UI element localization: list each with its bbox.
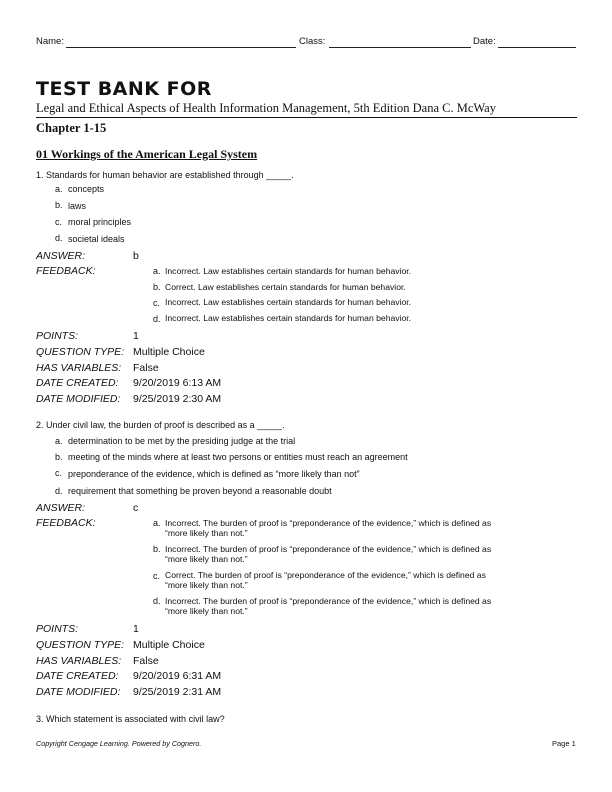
question-type-label: QUESTION TYPE: <box>36 639 125 651</box>
question-3-text: 3. Which statement is associated with civil law? <box>36 714 225 724</box>
option-letter: b. <box>55 452 63 462</box>
feedback-text-continued: “more likely than not.” <box>165 580 248 590</box>
option-text: preponderance of the evidence, which is defined as “more likely than not” <box>68 469 360 479</box>
date-modified-label: DATE MODIFIED: <box>36 393 121 405</box>
date-modified-value: 9/25/2019 2:30 AM <box>133 393 222 405</box>
date-field-line[interactable] <box>498 47 576 48</box>
date-modified-value: 9/25/2019 2:31 AM <box>133 686 222 698</box>
option-letter: d. <box>55 233 63 243</box>
points-label: POINTS: <box>36 623 79 635</box>
title-divider <box>36 117 577 118</box>
feedback-text: Correct. Law establishes certain standards for human behavior. <box>165 282 406 292</box>
feedback-text: Incorrect. The burden of proof is “preponderance of the evidence,” which is defined as <box>165 518 492 528</box>
footer-page-number: Page 1 <box>552 739 576 748</box>
has-variables-value: False <box>133 655 159 667</box>
points-value: 1 <box>133 330 139 342</box>
option-letter: c. <box>55 468 63 478</box>
points-label: POINTS: <box>36 330 79 342</box>
answer-value: c <box>133 502 139 514</box>
option-letter: b. <box>55 200 63 210</box>
feedback-text-continued: “more likely than not.” <box>165 554 248 564</box>
date-created-label: DATE CREATED: <box>36 670 119 682</box>
question-type-label: QUESTION TYPE: <box>36 346 125 358</box>
option-text: laws <box>68 201 87 211</box>
feedback-letter: d. <box>153 596 161 606</box>
feedback-text: Incorrect. Law establishes certain standards for human behavior. <box>165 313 412 323</box>
feedback-letter: b. <box>153 282 161 292</box>
has-variables-label: HAS VARIABLES: <box>36 362 122 374</box>
name-field-line[interactable] <box>66 47 296 48</box>
question-type-value: Multiple Choice <box>133 346 205 358</box>
date-modified-label: DATE MODIFIED: <box>36 686 121 698</box>
question-text: 1. Standards for human behavior are established through _____. <box>36 170 294 180</box>
feedback-text-continued: “more likely than not.” <box>165 606 248 616</box>
feedback-text: Incorrect. The burden of proof is “preponderance of the evidence,” which is defined as <box>165 596 492 606</box>
feedback-text: Incorrect. Law establishes certain standards for human behavior. <box>165 266 412 276</box>
feedback-text: Incorrect. The burden of proof is “preponderance of the evidence,” which is defined as <box>165 544 492 554</box>
date-created-label: DATE CREATED: <box>36 377 119 389</box>
has-variables-value: False <box>133 362 159 374</box>
name-label: Name: <box>36 36 64 47</box>
feedback-text-continued: “more likely than not.” <box>165 528 248 538</box>
date-label: Date: <box>473 36 496 47</box>
date-created-value: 9/20/2019 6:31 AM <box>133 670 222 682</box>
feedback-text: Correct. The burden of proof is “preponderance of the evidence,” which is defined as <box>165 570 486 580</box>
feedback-label: FEEDBACK: <box>36 265 96 277</box>
feedback-text: Incorrect. Law establishes certain standards for human behavior. <box>165 297 412 307</box>
option-letter: a. <box>55 184 63 194</box>
document-title: TEST BANK FOR <box>36 78 212 100</box>
question-type-value: Multiple Choice <box>133 639 205 651</box>
class-field-line[interactable] <box>329 47 471 48</box>
footer-copyright: Copyright Cengage Learning. Powered by Cognero. <box>36 739 202 748</box>
option-text: concepts <box>68 184 105 194</box>
question-text: 2. Under civil law, the burden of proof is described as a _____. <box>36 420 285 430</box>
option-text: societal ideals <box>68 234 125 244</box>
feedback-label: FEEDBACK: <box>36 517 96 529</box>
document-subtitle: Legal and Ethical Aspects of Health Information Management, 5th Edition Dana C. McWay <box>36 101 496 115</box>
feedback-letter: c. <box>153 298 161 308</box>
class-label: Class: <box>299 36 326 47</box>
option-letter: a. <box>55 436 63 446</box>
option-text: moral principles <box>68 217 132 227</box>
option-text: requirement that something be proven beyond a reasonable doubt <box>68 486 332 496</box>
option-text: determination to be met by the presiding judge at the trial <box>68 436 296 446</box>
date-created-value: 9/20/2019 6:13 AM <box>133 377 222 389</box>
points-value: 1 <box>133 623 139 635</box>
feedback-letter: c. <box>153 571 161 581</box>
feedback-letter: d. <box>153 314 161 324</box>
option-letter: c. <box>55 217 63 227</box>
has-variables-label: HAS VARIABLES: <box>36 655 122 667</box>
option-text: meeting of the minds where at least two persons or entities must reach an agreement <box>68 452 408 462</box>
option-letter: d. <box>55 486 63 496</box>
answer-label: ANSWER: <box>36 502 86 514</box>
answer-value: b <box>133 250 139 262</box>
answer-label: ANSWER: <box>36 250 86 262</box>
feedback-letter: b. <box>153 544 161 554</box>
feedback-letter: a. <box>153 518 161 528</box>
section-heading: 01 Workings of the American Legal System <box>36 147 258 161</box>
chapter-heading: Chapter 1-15 <box>36 121 107 135</box>
feedback-letter: a. <box>153 266 161 276</box>
